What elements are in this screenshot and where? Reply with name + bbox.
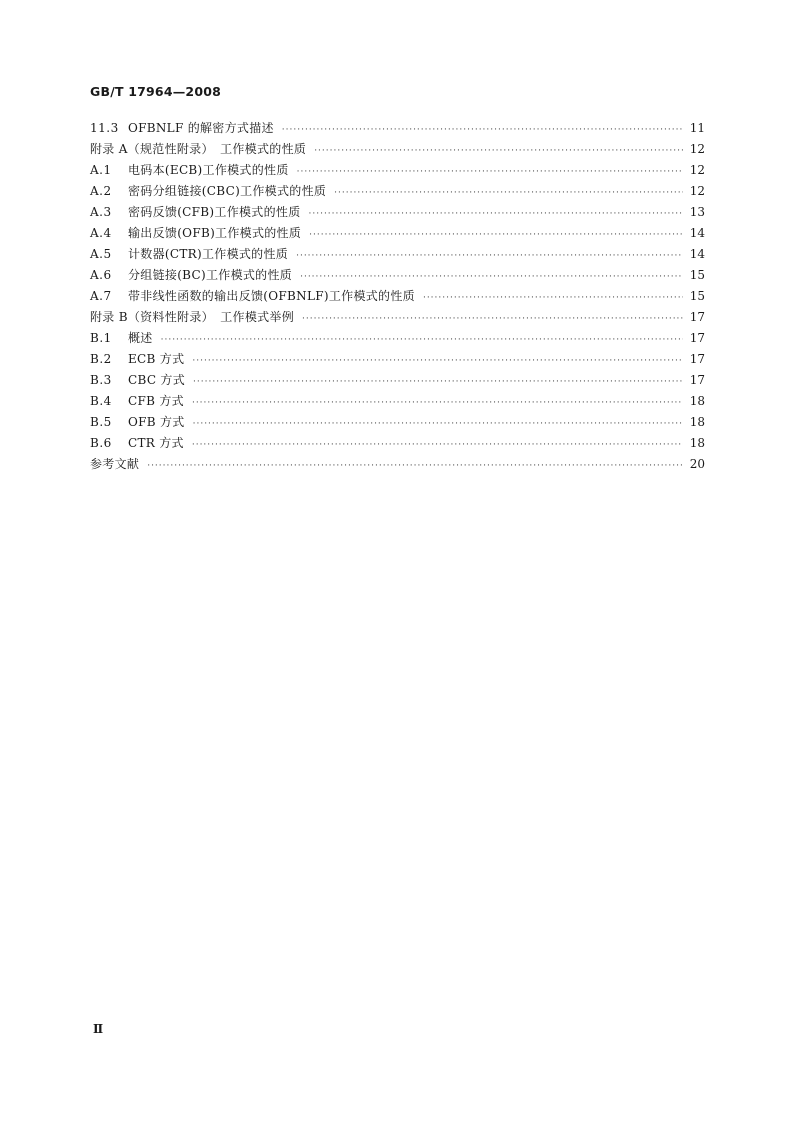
toc-dot-leader [309, 225, 683, 246]
toc-entry-number: A.4 [90, 226, 112, 240]
toc-entry-title: 参考文献 [90, 457, 140, 471]
toc-dot-leader [192, 351, 683, 372]
toc-entry[interactable] [90, 160, 705, 181]
toc-entry[interactable] [90, 139, 705, 160]
toc-entry-title: 输出反馈(OFB)工作模式的性质 [128, 226, 302, 240]
toc-entry-title: CBC 方式 [128, 373, 186, 387]
toc-entry[interactable] [90, 433, 705, 454]
toc-entry-number: 11.3 [90, 121, 119, 135]
table-of-contents [90, 118, 705, 475]
toc-entry-title: OFB 方式 [128, 415, 185, 429]
toc-entry-title: 密码反馈(CFB)工作模式的性质 [128, 205, 301, 219]
toc-entry[interactable] [90, 202, 705, 223]
toc-entry-title: 附录 B（资料性附录） 工作模式举例 [90, 310, 295, 324]
toc-entry[interactable] [90, 328, 705, 349]
toc-entry-page: 12 [689, 184, 705, 198]
toc-entry-page: 13 [689, 205, 705, 219]
toc-dot-leader [161, 330, 683, 351]
toc-entry-number: A.6 [90, 268, 112, 282]
toc-entry-number: A.3 [90, 205, 112, 219]
toc-entry-page: 18 [689, 436, 705, 450]
toc-entry-number: B.2 [90, 352, 112, 366]
toc-entry[interactable] [90, 349, 705, 370]
toc-entry[interactable] [90, 370, 705, 391]
toc-entry-number: A.7 [90, 289, 112, 303]
toc-entry[interactable] [90, 181, 705, 202]
toc-entry-title: 附录 A（规范性附录） 工作模式的性质 [90, 142, 307, 156]
page-number: Ⅱ [93, 1022, 104, 1036]
toc-entry-page: 12 [689, 163, 705, 177]
toc-entry-number: A.1 [90, 163, 112, 177]
toc-dot-leader [282, 120, 683, 141]
toc-entry-number: B.3 [90, 373, 112, 387]
toc-entry-title: CTR 方式 [128, 436, 184, 450]
toc-dot-leader [192, 393, 683, 414]
toc-entry-title: 电码本(ECB)工作模式的性质 [128, 163, 289, 177]
toc-dot-leader [296, 246, 683, 267]
toc-entry-number: B.5 [90, 415, 112, 429]
toc-entry[interactable] [90, 118, 705, 139]
toc-entry-title: ECB 方式 [128, 352, 185, 366]
toc-entry-title: 计数器(CTR)工作模式的性质 [128, 247, 289, 261]
toc-entry-page: 14 [689, 226, 705, 240]
toc-entry[interactable] [90, 412, 705, 433]
toc-entry-page: 15 [689, 268, 705, 282]
toc-entry-title: 带非线性函数的输出反馈(OFBNLF)工作模式的性质 [128, 289, 415, 303]
toc-dot-leader [147, 456, 683, 477]
toc-entry-page: 15 [689, 289, 705, 303]
toc-dot-leader [334, 183, 683, 204]
toc-entry-number: A.2 [90, 184, 112, 198]
toc-entry-title: CFB 方式 [128, 394, 184, 408]
toc-entry-title: 分组链接(BC)工作模式的性质 [128, 268, 293, 282]
toc-entry[interactable] [90, 454, 705, 475]
toc-entry-number: B.6 [90, 436, 112, 450]
toc-entry-page: 17 [689, 310, 705, 324]
toc-entry[interactable] [90, 265, 705, 286]
toc-dot-leader [193, 372, 683, 393]
toc-entry-number: B.1 [90, 331, 112, 345]
standard-code-header: GB/T 17964—2008 [90, 84, 222, 99]
toc-entry-title: OFBNLF 的解密方式描述 [128, 121, 274, 135]
toc-dot-leader [300, 267, 683, 288]
toc-dot-leader [193, 414, 683, 435]
toc-entry[interactable] [90, 286, 705, 307]
toc-dot-leader [314, 141, 683, 162]
toc-dot-leader [302, 309, 683, 330]
toc-entry-title: 概述 [128, 331, 153, 345]
toc-entry-page: 12 [689, 142, 705, 156]
toc-entry[interactable] [90, 244, 705, 265]
toc-entry-page: 18 [689, 394, 705, 408]
toc-entry[interactable] [90, 307, 705, 328]
toc-entry-page: 18 [689, 415, 705, 429]
toc-entry[interactable] [90, 391, 705, 412]
toc-dot-leader [192, 435, 683, 456]
toc-entry-page: 14 [689, 247, 705, 261]
toc-entry[interactable] [90, 223, 705, 244]
toc-dot-leader [423, 288, 683, 309]
toc-entry-number: A.5 [90, 247, 112, 261]
toc-entry-page: 17 [689, 373, 705, 387]
toc-entry-number: B.4 [90, 394, 112, 408]
toc-entry-page: 17 [689, 331, 705, 345]
toc-entry-page: 20 [689, 457, 705, 471]
toc-dot-leader [297, 162, 683, 183]
toc-entry-page: 11 [689, 121, 705, 135]
toc-entry-title: 密码分组链接(CBC)工作模式的性质 [128, 184, 327, 198]
toc-entry-page: 17 [689, 352, 705, 366]
toc-dot-leader [309, 204, 684, 225]
